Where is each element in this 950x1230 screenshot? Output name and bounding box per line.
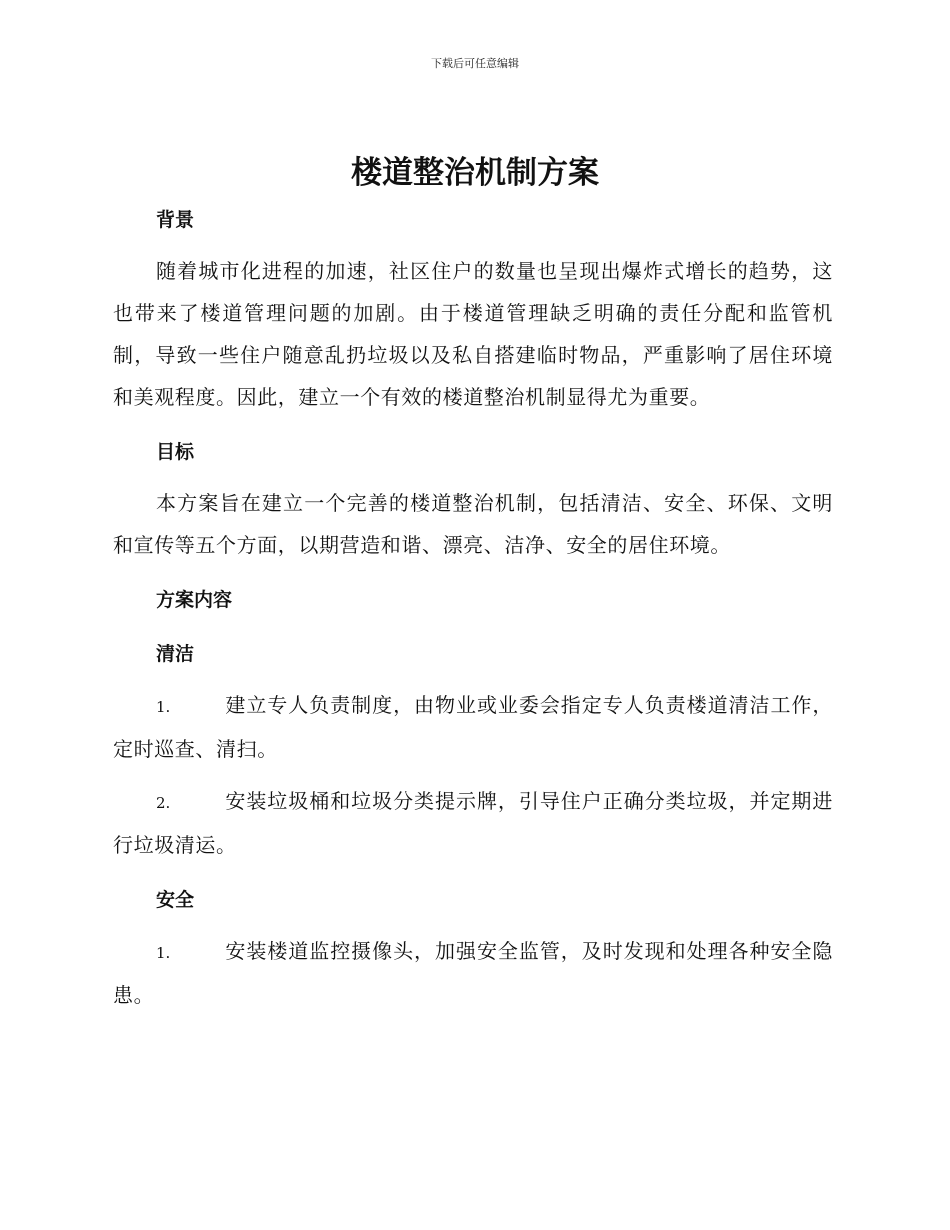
list-item-text: 安装楼道监控摄像头，加强安全监管，及时发现和处理各种安全隐患。: [113, 939, 833, 1007]
goal-paragraph: 本方案旨在建立一个完善的楼道整治机制，包括清洁、安全、环保、文明和宣传等五个方面，以期营造和谐、漂亮、洁净、安全的居住环境。: [113, 491, 833, 557]
cleaning-list-item: [113, 684, 833, 770]
list-number: 1.: [156, 698, 171, 716]
background-paragraph: 随着城市化进程的加速，社区住户的数量也呈现出爆炸式增长的趋势，这也带来了楼道管理问题的加剧。由于楼道管理缺乏明确的责任分配和监管机制，导致一些住户随意乱扔垃圾以及私自搭建临时物品，严重影响了居住环境和美观程度。因此，建立一个有效的楼道整治机制显得尤为重要。: [113, 259, 833, 409]
list-number: 1.: [156, 944, 171, 962]
section-heading-background: 背景: [156, 209, 195, 231]
safety-list-item: [113, 930, 833, 1016]
section-heading-safety: 安全: [156, 889, 195, 911]
list-item-text: 安装垃圾桶和垃圾分类提示牌，引导住户正确分类垃圾，并定期进行垃圾清运。: [113, 789, 833, 857]
section-heading-plan: 方案内容: [156, 589, 233, 611]
page-header-note: 下载后可任意编辑: [431, 57, 519, 70]
list-number: 2.: [156, 794, 171, 812]
document-body: [113, 200, 833, 1016]
section-heading-cleaning: 清洁: [156, 643, 195, 665]
cleaning-list-item: [113, 780, 833, 866]
document-title: 楼道整治机制方案: [351, 155, 599, 191]
list-item-text: 建立专人负责制度，由物业或业委会指定专人负责楼道清洁工作，定时巡查、清扫。: [113, 693, 833, 761]
section-heading-goal: 目标: [156, 441, 195, 463]
